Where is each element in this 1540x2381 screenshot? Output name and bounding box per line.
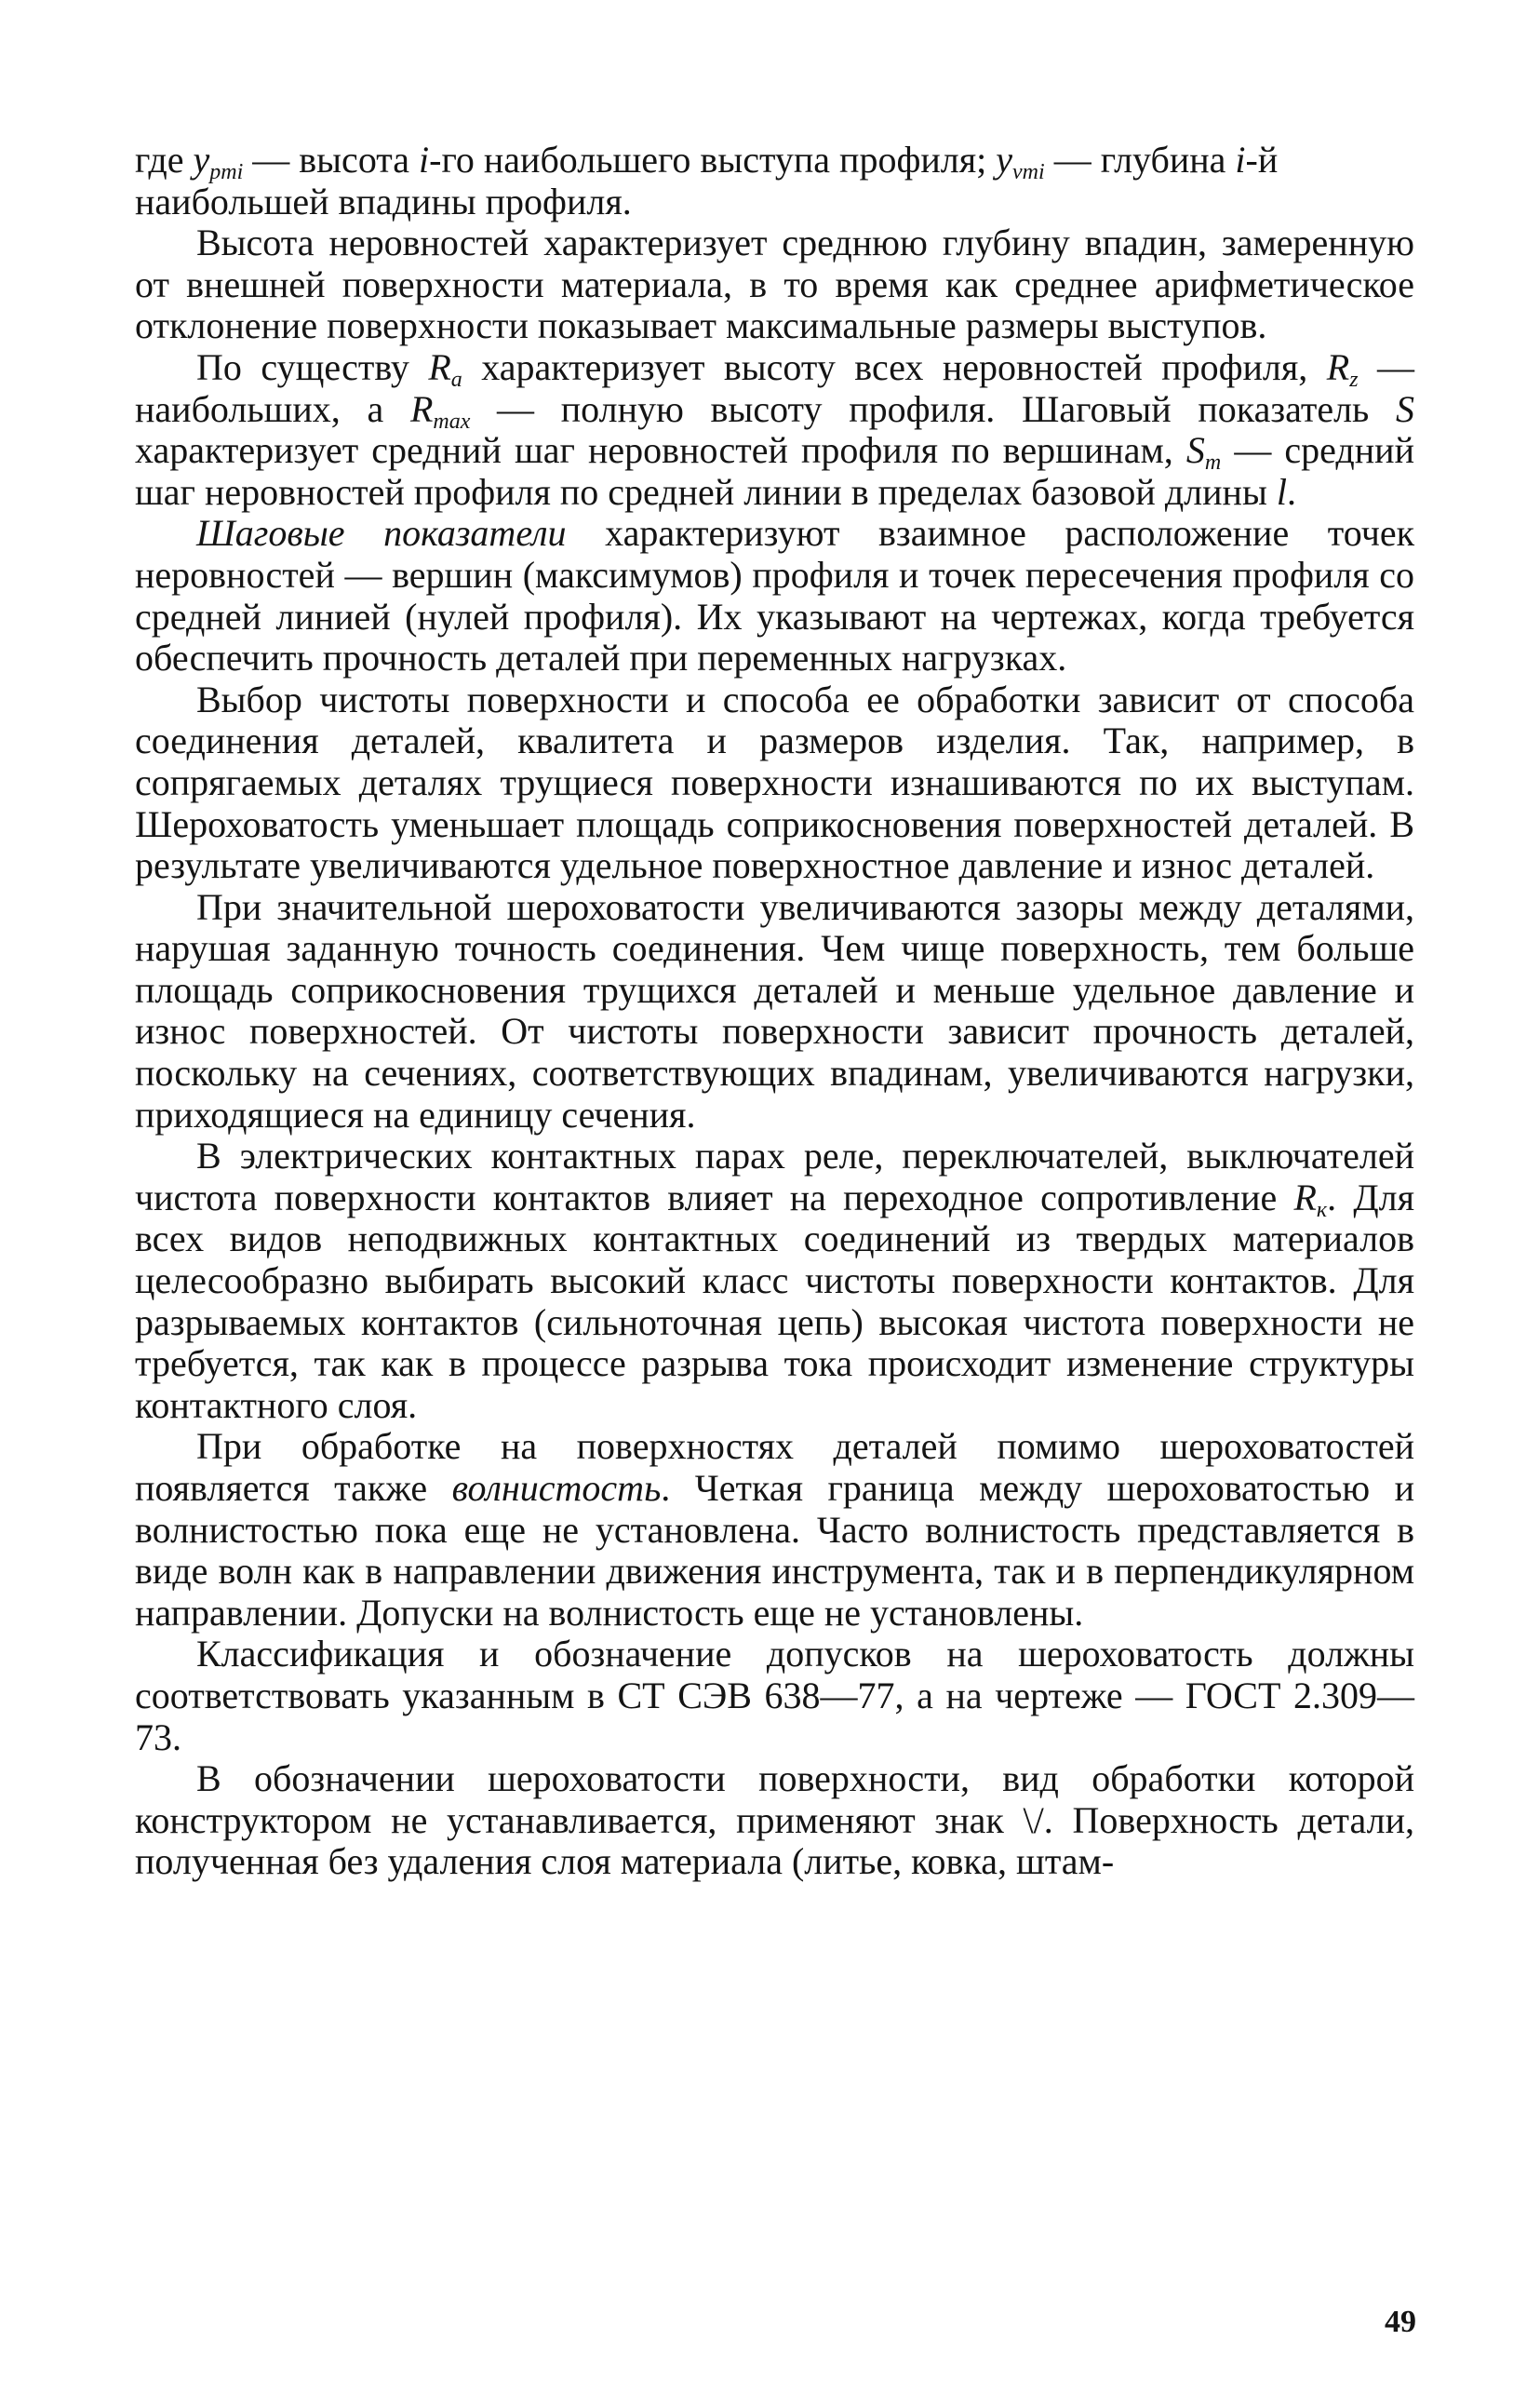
symbol-y-pmi: $y_{pmi}$	[193, 139, 244, 184]
page-number: 49	[1385, 2305, 1416, 2339]
paragraph-choice: Выбор чистоты поверхности и способа ее обработки зависит от способа соединения деталей, квалитета и размеров изделия. Так, например, в сопрягаемых деталях трущиеся поверхности изнашиваются по их выступам. Шероховатость уменьшает площадь соприкосновения поверхностей деталей. В результате увеличиваются удельное поверхностное давление и износ деталей.	[135, 678, 1414, 887]
symbol-ra: $R_a$	[428, 345, 462, 392]
symbol-sm: $S_m$	[1185, 429, 1222, 476]
page-body	[135, 140, 1414, 2308]
symbol-rk: $R_к$	[1293, 1176, 1328, 1222]
paragraph-height: Высота неровностей характеризует среднюю глубину впадин, замеренную от внешней поверхности материала, в то время как среднее арифметическое отклонение поверхности показывает максимальные размеры выступов.	[135, 222, 1414, 347]
paragraph-contacts: В электрических контактных парах реле, переключателей, выключателей чистота поверхности контактов влияет на переходное сопротивление $R_к$. Для всех видов неподвижных контактных соединений из твердых материалов целесообразно выбирать высокий класс чистоты поверхности контактов. Для разрываемых контактов (сильноточная цепь) высокая чистота поверхности не требуется, так как в процессе разрыва тока происходит изменение структуры контактного слоя.	[135, 1135, 1414, 1426]
paragraph-standards: Классификация и обозначение допусков на шероховатость должны соответствовать указанным в СТ СЭВ 638—77, а на чертеже — ГОСТ 2.309—73.	[135, 1633, 1414, 1758]
symbol-y-vmi: $y_{vmi}$	[996, 139, 1045, 184]
symbol-rmax: $R_{max}$	[409, 387, 471, 434]
term-waviness: волнистость	[451, 1467, 662, 1509]
symbol-rz: $R_z$	[1326, 345, 1359, 392]
symbol-s: S	[1396, 387, 1414, 430]
symbol-l: l	[1276, 470, 1287, 513]
paragraph-parameters: По существу $R_a$ характеризует высоту всех неровностей профиля, $R_z$ — наибольших, а $R_{max}$ — полную высоту профиля. Шаговый показатель S характеризует средний шаг неровностей профиля по вершинам, $S_m$ — средний шаг неровностей профиля по средней линии в пределах базовой длины l.	[135, 345, 1414, 513]
paragraph-waviness: При обработке на поверхностях деталей помимо шероховатостей появляется также волнистость. Четкая граница между шероховатостью и волнистостью пока еще не установлена. Часто волнистость представляется в виде волн как в направлении движения инструмента, так и в перпендикулярном направлении. Допуски на волнистость еще не установлены.	[135, 1425, 1414, 1634]
paragraph-designation: В обозначении шероховатости поверхности, вид обработки которой конструктором не устанавливается, применяют знак \/. Поверхность детали, полученная без удаления слоя материала (литье, ковка, штам-	[135, 1757, 1414, 1883]
term-step-parameters: Шаговые показатели	[196, 512, 567, 555]
paragraph-roughness-effects: При значительной шероховатости увеличиваются зазоры между деталями, нарушая заданную точность соединения. Чем чище поверхность, тем больше площадь соприкосновения трущихся деталей и меньше удельное давление и износ поверхностей. От чистоты поверхности зависит прочность деталей, поскольку на сечениях, соответствующих впадинам, увеличиваются нагрузки, приходящиеся на единицу сечения.	[135, 885, 1414, 1136]
paragraph-definitions: где $y_{pmi}$ — высота i-го наибольшего выступа профиля; $y_{vmi}$ — глубина i-й наибольшей впадины профиля.	[135, 139, 1279, 222]
paragraph-step-parameters: Шаговые показатели характеризуют взаимное расположение точек неровностей — вершин (максимумов) профиля и точек пересечения профиля со средней линией (нулей профиля). Их указывают на чертежах, когда требуется обеспечить прочность деталей при переменных нагрузках.	[135, 512, 1415, 679]
